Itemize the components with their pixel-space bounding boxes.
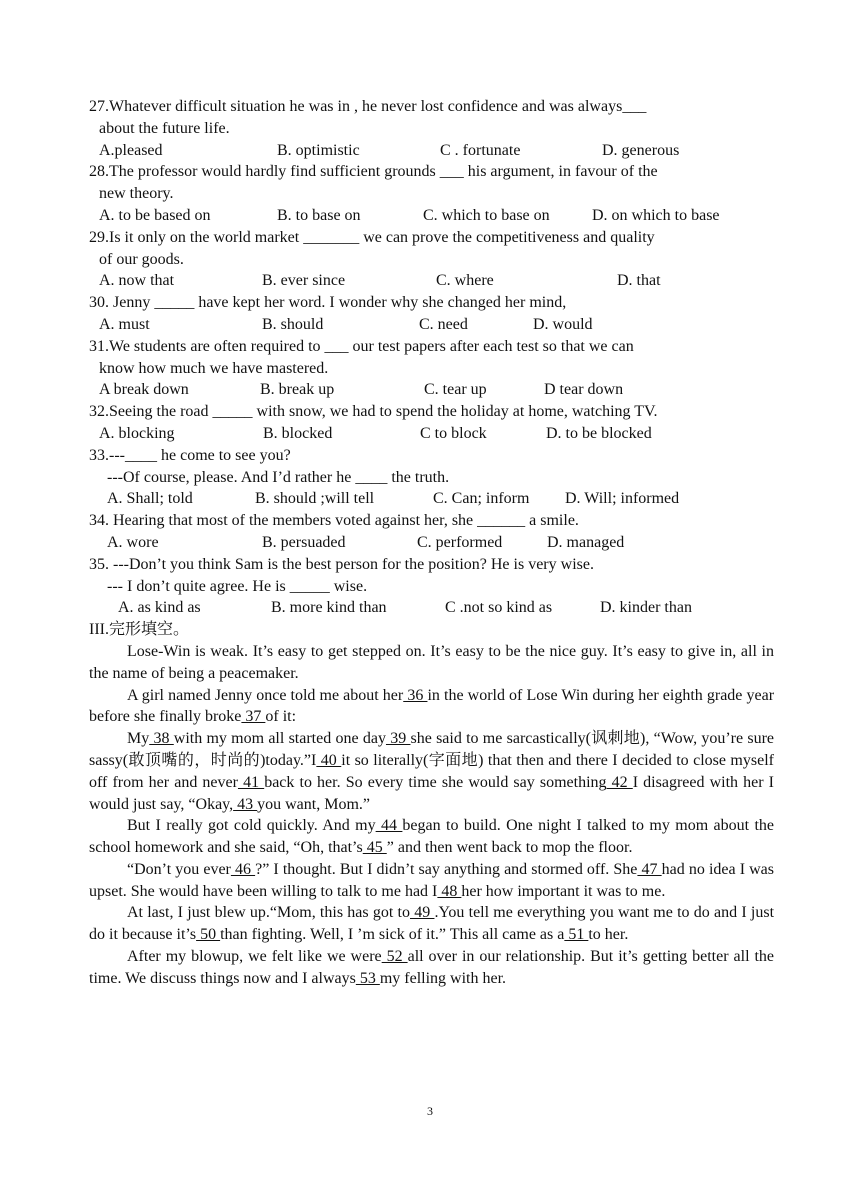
question-30: [89, 292, 774, 336]
paragraph-text: all over in our relationship. But it’s getting better all the time. We discuss things now and I always: [89, 948, 775, 987]
paragraph-text: to her.: [588, 926, 629, 944]
option-a: A. now that: [99, 272, 175, 290]
blank-41: 41: [237, 773, 265, 791]
paragraph-text: my felling with her.: [379, 969, 507, 987]
options-row: [89, 597, 774, 619]
paragraph-text: you want, Mom.”: [257, 795, 370, 813]
blank-37: 37: [241, 708, 266, 726]
question-stem: 28.The professor would hardly find sufficient grounds ___ his argument, in favour of the: [89, 163, 658, 181]
option-d: D. managed: [547, 533, 625, 551]
option-c: C. where: [436, 272, 494, 290]
options-row: [89, 314, 774, 336]
options-row: [89, 140, 774, 162]
paragraph-text: ” and then went back to mop the floor.: [386, 839, 633, 857]
paragraph-text: back to her. So every time she would say something: [264, 773, 607, 791]
question-stem: 29.Is it only on the world market _______ we can prove the competitiveness and quality: [89, 228, 655, 246]
blank-53: 53: [355, 969, 380, 987]
question-29: [89, 227, 774, 292]
option-a: A. wore: [107, 533, 159, 551]
passage-paragraph-4: [89, 815, 774, 859]
question-28: [89, 161, 774, 226]
question-stem: 27.Whatever difficult situation he was in , he never lost confidence and was always___: [89, 98, 647, 115]
passage-paragraph-7: [89, 946, 774, 990]
option-b: B. break up: [260, 381, 335, 399]
option-a: A break down: [99, 381, 189, 399]
option-a: A. blocking: [99, 424, 175, 442]
option-b: B. blocked: [263, 424, 333, 442]
option-b: B. to base on: [277, 206, 361, 224]
paragraph-text: Lose-Win is weak. It’s easy to get stepped on. It’s easy to be the nice guy. It’s easy to give in, all in the name of being a peacemaker.: [89, 642, 774, 682]
option-d: D. Will; informed: [565, 490, 680, 508]
blank-49: 49: [409, 904, 435, 922]
dialog-reply: ---Of course, please. And I’d rather he ____ the truth.: [107, 468, 450, 486]
option-b: B. persuaded: [262, 533, 346, 551]
option-c: C. performed: [417, 533, 503, 551]
option-a: A. to be based on: [99, 206, 211, 224]
option-b: B. should: [262, 315, 324, 333]
paragraph-text: with my mom all started one day: [173, 730, 386, 748]
passage-paragraph-1: [89, 641, 774, 685]
option-d: D. generous: [602, 141, 680, 159]
question-stem: 30. Jenny _____ have kept her word. I wonder why she changed her mind,: [89, 294, 567, 312]
option-b: B. more kind than: [271, 599, 387, 617]
paragraph-text: her how important it was to me.: [461, 882, 666, 900]
blank-38: 38: [149, 730, 174, 748]
paragraph-text: But I really got cold quickly. And my: [127, 817, 376, 835]
passage-paragraph-3: [89, 728, 774, 815]
blank-48: 48: [437, 882, 462, 900]
paragraph-text: After my blowup, we felt like we were: [127, 948, 382, 966]
passage-paragraph-2: [89, 685, 774, 729]
options-row: [89, 532, 774, 554]
question-stem: 35. ---Don’t you think Sam is the best person for the position? He is very wise.: [89, 555, 594, 573]
options-row: [89, 379, 774, 401]
question-stem-continuation: about the future life.: [99, 119, 230, 137]
blank-47: 47: [637, 860, 662, 878]
paragraph-text: it so literally(字面地) that then and there I decided to close myself off from her and never: [89, 751, 774, 791]
blank-36: 36: [403, 686, 428, 704]
option-b: B. optimistic: [277, 141, 360, 159]
blank-44: 44: [375, 817, 403, 835]
blank-40: 40: [316, 751, 342, 769]
question-33: [89, 445, 774, 510]
paragraph-text: “Don’t you ever: [127, 860, 231, 878]
paragraph-text: than fighting. Well, I ’m sick of it.” This all came as a: [220, 926, 565, 944]
paragraph-text: A girl named Jenny once told me about her: [127, 686, 404, 704]
paragraph-text: she said to me sarcastically(讽刺地), “Wow, you’re sure sassy(敢顶嘴的，时尚的)today.”I: [89, 730, 775, 769]
page-content: [89, 96, 774, 990]
blank-51: 51: [564, 926, 589, 944]
paragraph-text: had no idea I was upset. She would have been willing to talk to me had I: [89, 860, 775, 900]
option-d: D tear down: [544, 381, 624, 399]
question-stem-continuation: new theory.: [99, 185, 174, 203]
option-c: C. need: [419, 315, 468, 333]
option-d: D. to be blocked: [546, 424, 652, 442]
blank-43: 43: [233, 795, 258, 813]
blank-45: 45: [362, 839, 387, 857]
question-stem: 33.---____ he come to see you?: [89, 446, 291, 464]
question-34: [89, 510, 774, 554]
question-stem-continuation: know how much we have mastered.: [99, 359, 329, 377]
blank-42: 42: [606, 773, 633, 791]
option-c: C. tear up: [424, 381, 487, 399]
question-stem: 31.We students are often required to ___ our test papers after each test so that we can: [89, 337, 634, 355]
question-stem: 34. Hearing that most of the members voted against her, she ______ a smile.: [89, 512, 579, 530]
question-35: [89, 554, 774, 619]
options-row: [89, 423, 774, 445]
option-c: C to block: [420, 424, 487, 442]
blank-52: 52: [381, 948, 408, 966]
options-row: [89, 205, 774, 227]
option-b: B. ever since: [262, 272, 346, 290]
paragraph-text: I disagreed with her I would just say, “Okay,: [89, 773, 775, 813]
blank-50: 50: [196, 926, 221, 944]
section-title: III.完形填空。: [89, 621, 189, 639]
option-a: A.pleased: [99, 141, 163, 159]
dialog-reply: --- I don’t quite agree. He is _____ wise.: [107, 577, 368, 595]
question-stem-continuation: of our goods.: [99, 250, 184, 268]
question-32: [89, 401, 774, 445]
blank-39: 39: [385, 730, 411, 748]
option-d: D. on which to base: [592, 206, 720, 224]
passage-paragraph-5: [89, 859, 774, 903]
option-c: C. which to base on: [423, 206, 550, 224]
option-d: D. would: [533, 315, 593, 333]
paragraph-text: At last, I just blew up.“Mom, this has got to: [127, 904, 410, 922]
paragraph-text: ?” I thought. But I didn’t say anything and stormed off. She: [255, 860, 638, 878]
blank-46: 46: [230, 860, 256, 878]
paragraph-text: of it:: [265, 708, 297, 726]
option-c: C. Can; inform: [433, 490, 530, 508]
option-c: C . fortunate: [440, 141, 521, 159]
paragraph-text: My: [127, 730, 150, 748]
passage-paragraph-6: [89, 902, 774, 946]
option-a: A. as kind as: [118, 599, 201, 617]
option-a: A. must: [99, 315, 150, 333]
paragraph-text: in the world of Lose Win during her eighth grade year before she finally broke: [89, 686, 775, 726]
options-row: [89, 270, 774, 292]
paragraph-text: began to build. One night I talked to my mom about the school homework and she said, “Oh, that’s: [89, 817, 775, 857]
option-d: D. kinder than: [600, 599, 692, 617]
page-number: 3: [427, 1104, 433, 1118]
paragraph-text: .You tell me everything you want me to do and I just do it because it’s: [89, 904, 775, 944]
option-b: B. should ;will tell: [255, 490, 375, 508]
question-stem: 32.Seeing the road _____ with snow, we had to spend the holiday at home, watching TV.: [89, 403, 658, 421]
question-27: [89, 96, 774, 161]
question-31: [89, 336, 774, 401]
options-row: [89, 488, 774, 510]
option-c: C .not so kind as: [445, 599, 553, 617]
option-d: D. that: [617, 272, 661, 290]
option-a: A. Shall; told: [107, 490, 193, 508]
